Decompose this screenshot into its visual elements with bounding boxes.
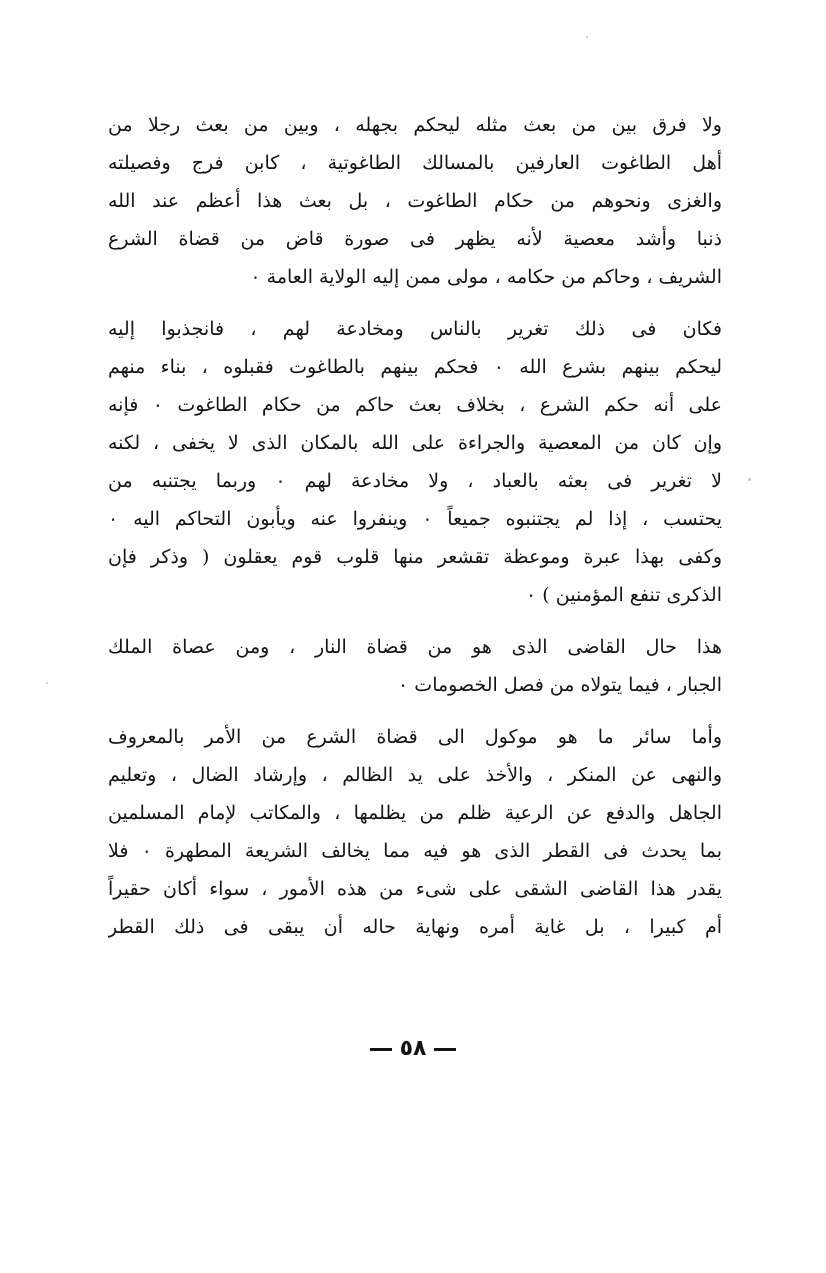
text-line: يحتسب ، إذا لم يجتنبوه جميعاً ٠ وينفروا عنه ويأبون التحاكم اليه ٠: [108, 508, 722, 530]
scan-speck: [748, 478, 751, 481]
text-line: ليحكم بينهم بشرع الله ٠ فحكم بينهم بالطاغوت فقبلوه ، بناء منهم: [108, 356, 722, 378]
paragraph-2: [108, 310, 722, 614]
text-line: الذكرى تنفع المؤمنين ) ٠: [526, 584, 722, 606]
text-line: وكفى بهذا عبرة وموعظة تقشعر منها قلوب قوم يعقلون ( وذكر فإن: [108, 546, 722, 568]
text-line: أم كبيرا ، بل غاية أمره ونهاية حاله أن يبقى فى ذلك القطر: [108, 916, 722, 938]
body-text: [108, 106, 722, 946]
text-line: ولا فرق بين من بعث مثله ليحكم بجهله ، وبين من بعث رجلا من: [108, 114, 722, 136]
paragraph-4: [108, 718, 722, 946]
text-line: الجاهل والدفع عن الرعية ظلم من يظلمها ، والمكاتب لإمام المسلمين: [108, 802, 722, 824]
paragraph-1: [108, 106, 722, 296]
text-line: على أنه حكم الشرع ، بخلاف بعث حاكم من حكام الطاغوت ٠ فإنه: [108, 394, 722, 416]
text-line: فكان فى ذلك تغرير بالناس ومخادعة لهم ، فانجذبوا إليه: [108, 318, 722, 340]
text-line: بما يحدث فى القطر الذى هو فيه مما يخالف الشريعة المطهرة ٠ فلا: [108, 840, 722, 862]
text-line: ذنبا وأشد معصية لأنه يظهر فى صورة قاض من قضاة الشرع: [108, 228, 722, 250]
text-line: أهل الطاغوت العارفين بالمسالك الطاغوتية ، كابن فرج وفصيلته: [108, 152, 722, 174]
paragraph-gap: [108, 704, 722, 718]
text-line: هذا حال القاضى الذى هو من قضاة النار ، ومن عصاة الملك: [108, 636, 722, 658]
text-line: وإن كان من المعصية والجراءة على الله بالمكان الذى لا يخفى ، لكنه: [108, 432, 722, 454]
text-line: لا تغرير فى بعثه بالعباد ، ولا مخادعة لهم ٠ وربما يجتنبه من: [108, 470, 722, 492]
paragraph-3: [108, 628, 722, 704]
text-line: والنهى عن المنكر ، والأخذ على يد الظالم ، وإرشاد الضال ، وتعليم: [108, 764, 722, 786]
scan-speck: [586, 36, 588, 38]
paragraph-gap: [108, 614, 722, 628]
text-line: الجبار ، فيما يتولاه من فصل الخصومات ٠: [398, 674, 722, 696]
dash-decoration: [434, 1048, 456, 1051]
page-number: [0, 1036, 826, 1061]
text-line: يقدر هذا القاضى الشقى على شىء من هذه الأمور ، سواء أكان حقيراً: [108, 878, 722, 900]
paragraph-gap: [108, 296, 722, 310]
text-line: والغزى ونحوهم من حكام الطاغوت ، بل بعث هذا أعظم عند الله: [108, 190, 722, 212]
scan-speck: [46, 682, 48, 684]
text-line: وأما سائر ما هو موكول الى قضاة الشرع من الأمر بالمعروف: [108, 726, 722, 748]
text-line: الشريف ، وحاكم من حكامه ، مولى ممن إليه الولاية العامة ٠: [250, 266, 722, 288]
page-number-text: ٥٨: [399, 1036, 427, 1061]
dash-decoration: [370, 1048, 392, 1051]
